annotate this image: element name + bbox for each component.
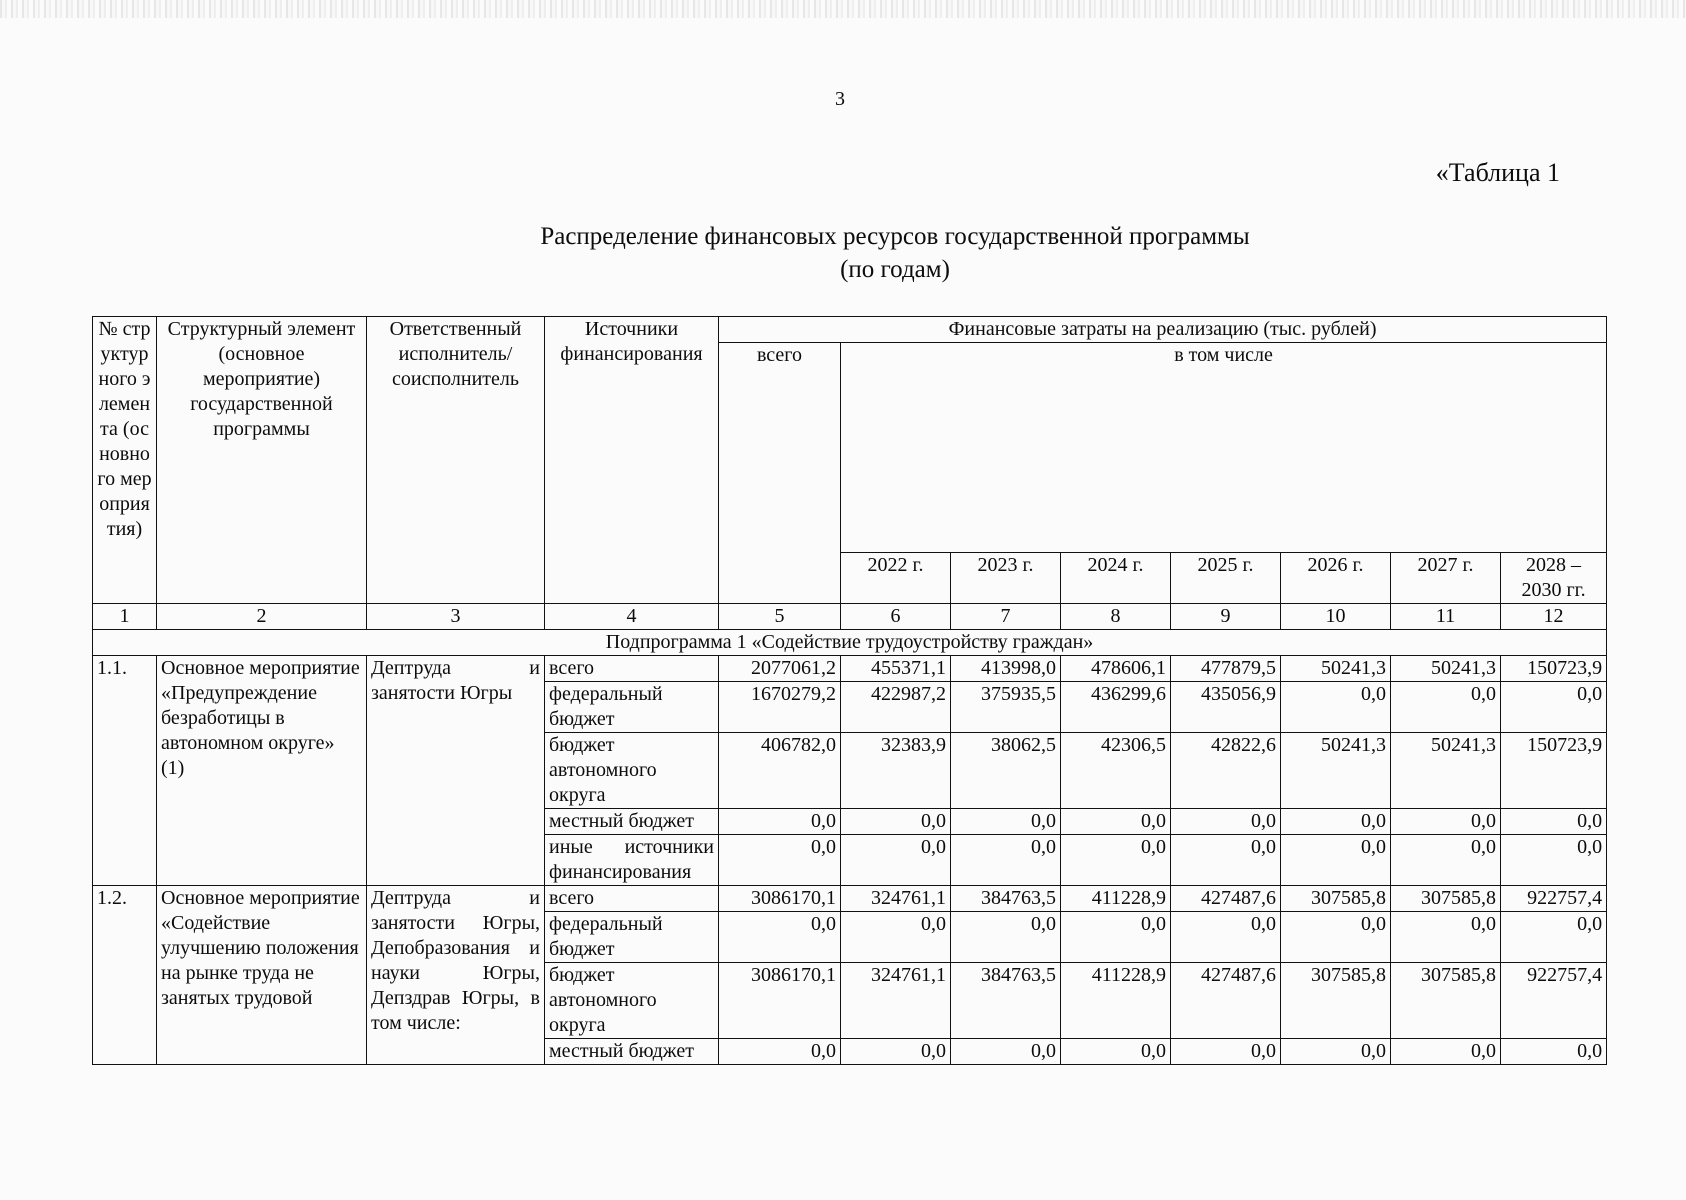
amount-cell: 307585,8 xyxy=(1281,963,1391,1039)
subprogram-title: Подпрограмма 1 «Содействие трудоустройству граждан» xyxy=(93,630,1607,656)
amount-cell: 0,0 xyxy=(1501,912,1607,963)
column-number: 8 xyxy=(1061,604,1171,630)
page-number: 3 xyxy=(835,88,845,110)
amount-cell: 0,0 xyxy=(951,809,1061,835)
header-col-funding-sources: Источники финансирования xyxy=(545,317,719,604)
funding-source: бюджет автономного округа xyxy=(545,733,719,809)
amount-cell: 0,0 xyxy=(1281,912,1391,963)
measure-executor: Дептруда и занятости Югры, Депобразования и науки Югры, Депздрав Югры, в том числе: xyxy=(367,886,545,1065)
amount-cell: 0,0 xyxy=(1281,835,1391,886)
header-including: в том числе xyxy=(841,343,1607,553)
measure-name: Основное мероприятие «Содействие улучшению положения на рынке труда не занятых трудовой xyxy=(157,886,367,1065)
amount-cell: 50241,3 xyxy=(1391,656,1501,682)
amount-cell: 406782,0 xyxy=(719,733,841,809)
column-number: 2 xyxy=(157,604,367,630)
amount-cell: 427487,6 xyxy=(1171,963,1281,1039)
measure-name: Основное мероприятие «Предупреждение безработицы в автономном округе» (1) xyxy=(157,656,367,886)
title-line-1: Распределение финансовых ресурсов государственной программы xyxy=(540,223,1250,250)
amount-cell: 42822,6 xyxy=(1171,733,1281,809)
amount-cell: 0,0 xyxy=(1281,1039,1391,1065)
header-year-2023: 2023 г. xyxy=(951,553,1061,604)
amount-cell: 324761,1 xyxy=(841,963,951,1039)
header-year-2026: 2026 г. xyxy=(1281,553,1391,604)
amount-cell: 2077061,2 xyxy=(719,656,841,682)
amount-cell: 3086170,1 xyxy=(719,886,841,912)
column-number: 5 xyxy=(719,604,841,630)
header-year-2025: 2025 г. xyxy=(1171,553,1281,604)
amount-cell: 0,0 xyxy=(1281,682,1391,733)
table-row xyxy=(93,886,1607,912)
amount-cell: 0,0 xyxy=(1171,912,1281,963)
amount-cell: 0,0 xyxy=(1501,809,1607,835)
funding-source: местный бюджет xyxy=(545,1039,719,1065)
amount-cell: 0,0 xyxy=(1391,682,1501,733)
amount-cell: 0,0 xyxy=(1061,912,1171,963)
column-number: 11 xyxy=(1391,604,1501,630)
amount-cell: 411228,9 xyxy=(1061,963,1171,1039)
amount-cell: 50241,3 xyxy=(1281,733,1391,809)
amount-cell: 0,0 xyxy=(1391,809,1501,835)
scan-edge-artifact xyxy=(0,0,1686,18)
amount-cell: 0,0 xyxy=(841,912,951,963)
amount-cell: 0,0 xyxy=(1171,835,1281,886)
amount-cell: 0,0 xyxy=(1061,835,1171,886)
amount-cell: 436299,6 xyxy=(1061,682,1171,733)
amount-cell: 150723,9 xyxy=(1501,733,1607,809)
amount-cell: 307585,8 xyxy=(1391,886,1501,912)
amount-cell: 0,0 xyxy=(841,809,951,835)
column-number: 10 xyxy=(1281,604,1391,630)
amount-cell: 413998,0 xyxy=(951,656,1061,682)
header-col-structural-element: Структурный элемент (основное мероприятие) государственной программы xyxy=(157,317,367,604)
funding-source: местный бюджет xyxy=(545,809,719,835)
header-total: всего xyxy=(719,343,841,604)
header-financial-costs: Финансовые затраты на реализацию (тыс. рублей) xyxy=(719,317,1607,343)
amount-cell: 0,0 xyxy=(1391,912,1501,963)
header-year-2028-2030: 2028 – 2030 гг. xyxy=(1501,553,1607,604)
financial-table xyxy=(92,316,1607,1065)
amount-cell: 150723,9 xyxy=(1501,656,1607,682)
amount-cell: 384763,5 xyxy=(951,886,1061,912)
amount-cell: 0,0 xyxy=(951,835,1061,886)
amount-cell: 922757,4 xyxy=(1501,886,1607,912)
amount-cell: 0,0 xyxy=(719,809,841,835)
amount-cell: 477879,5 xyxy=(1171,656,1281,682)
header-year-2027: 2027 г. xyxy=(1391,553,1501,604)
amount-cell: 384763,5 xyxy=(951,963,1061,1039)
column-number-row xyxy=(93,604,1607,630)
funding-source: всего xyxy=(545,656,719,682)
column-number: 9 xyxy=(1171,604,1281,630)
header-col-structural-number: № структурного элемента (основного мероприятия) xyxy=(93,317,157,604)
funding-source: иные источники финансирования xyxy=(545,835,719,886)
funding-source: федеральный бюджет xyxy=(545,912,719,963)
amount-cell: 38062,5 xyxy=(951,733,1061,809)
header-col-executor: Ответственный исполнитель/ соисполнитель xyxy=(367,317,545,604)
amount-cell: 50241,3 xyxy=(1281,656,1391,682)
amount-cell: 0,0 xyxy=(841,1039,951,1065)
title-line-2: (по годам) xyxy=(840,256,950,283)
column-number: 6 xyxy=(841,604,951,630)
amount-cell: 1670279,2 xyxy=(719,682,841,733)
amount-cell: 307585,8 xyxy=(1281,886,1391,912)
column-number: 1 xyxy=(93,604,157,630)
amount-cell: 0,0 xyxy=(719,912,841,963)
amount-cell: 0,0 xyxy=(1061,1039,1171,1065)
header-year-2024: 2024 г. xyxy=(1061,553,1171,604)
amount-cell: 32383,9 xyxy=(841,733,951,809)
amount-cell: 0,0 xyxy=(1171,1039,1281,1065)
amount-cell: 0,0 xyxy=(1501,1039,1607,1065)
amount-cell: 0,0 xyxy=(1281,809,1391,835)
amount-cell: 375935,5 xyxy=(951,682,1061,733)
amount-cell: 478606,1 xyxy=(1061,656,1171,682)
amount-cell: 0,0 xyxy=(719,1039,841,1065)
column-number: 7 xyxy=(951,604,1061,630)
funding-source: федеральный бюджет xyxy=(545,682,719,733)
amount-cell: 0,0 xyxy=(1501,835,1607,886)
amount-cell: 0,0 xyxy=(841,835,951,886)
amount-cell: 0,0 xyxy=(719,835,841,886)
amount-cell: 324761,1 xyxy=(841,886,951,912)
table-row xyxy=(93,656,1607,682)
measure-executor: Дептруда и занятости Югры xyxy=(367,656,545,886)
amount-cell: 0,0 xyxy=(951,912,1061,963)
amount-cell: 0,0 xyxy=(951,1039,1061,1065)
amount-cell: 0,0 xyxy=(1501,682,1607,733)
amount-cell: 435056,9 xyxy=(1171,682,1281,733)
column-number: 4 xyxy=(545,604,719,630)
amount-cell: 0,0 xyxy=(1061,809,1171,835)
measure-number: 1.1. xyxy=(93,656,157,886)
amount-cell: 0,0 xyxy=(1391,1039,1501,1065)
amount-cell: 42306,5 xyxy=(1061,733,1171,809)
amount-cell: 307585,8 xyxy=(1391,963,1501,1039)
amount-cell: 455371,1 xyxy=(841,656,951,682)
amount-cell: 0,0 xyxy=(1391,835,1501,886)
table-label: «Таблица 1 xyxy=(1435,158,1560,187)
amount-cell: 3086170,1 xyxy=(719,963,841,1039)
subprogram-row xyxy=(93,630,1607,656)
header-row-1 xyxy=(93,317,1607,343)
amount-cell: 411228,9 xyxy=(1061,886,1171,912)
funding-source: всего xyxy=(545,886,719,912)
column-number: 12 xyxy=(1501,604,1607,630)
funding-source: бюджет автономного округа xyxy=(545,963,719,1039)
amount-cell: 422987,2 xyxy=(841,682,951,733)
document-title xyxy=(300,220,1490,286)
header-year-2022: 2022 г. xyxy=(841,553,951,604)
amount-cell: 427487,6 xyxy=(1171,886,1281,912)
amount-cell: 0,0 xyxy=(1171,809,1281,835)
column-number: 3 xyxy=(367,604,545,630)
amount-cell: 922757,4 xyxy=(1501,963,1607,1039)
amount-cell: 50241,3 xyxy=(1391,733,1501,809)
measure-number: 1.2. xyxy=(93,886,157,1065)
